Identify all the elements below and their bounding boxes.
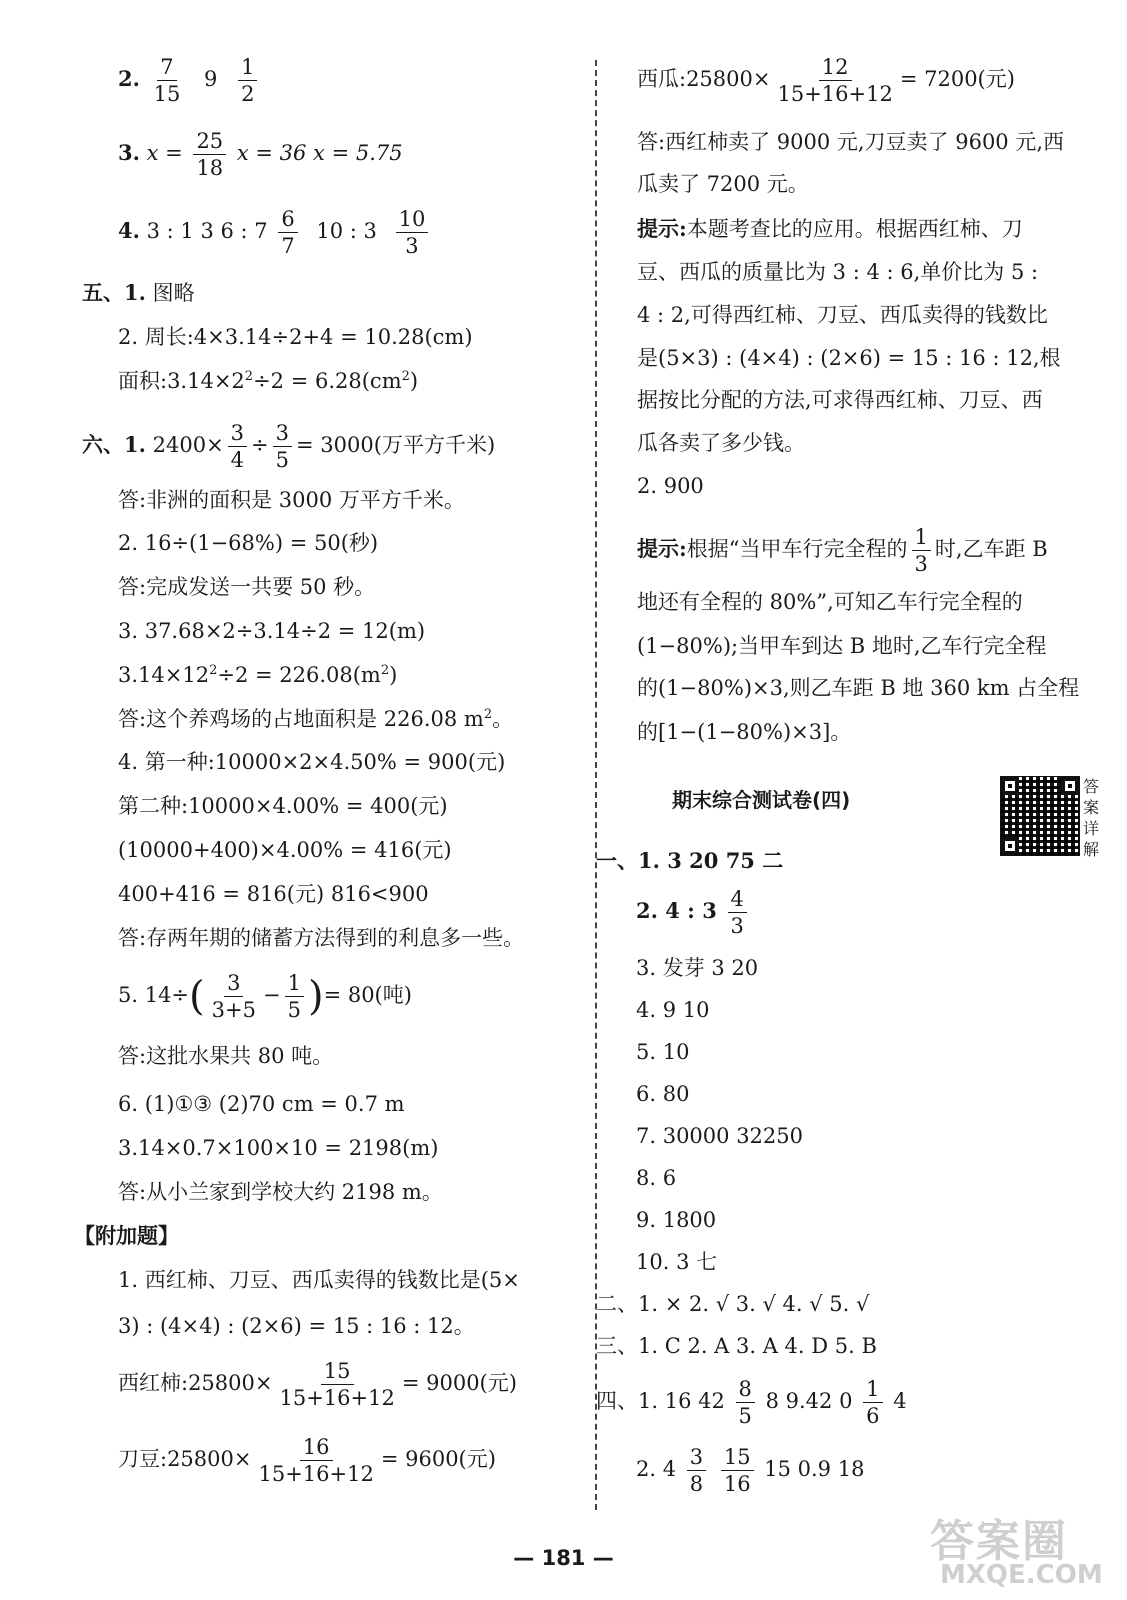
fraction: $\frac{1}{3}$ [912,526,931,575]
section-title: 期末综合测试卷(四) [672,788,851,812]
fraction: $\frac{12}{15+16+12}$ [777,55,893,107]
hint-line: 的(1−80%)×3,则乙车距 B 地 360 km 占全程 [637,676,1080,700]
fraction: $\frac{15}{15+16+12}$ [279,1359,395,1411]
answer-line: 2. 16÷(1−68%) = 50(秒) [118,531,379,555]
answer-line: 面积$:3.14\times 2^2\div 2 = 6.28(cm^2)$ [118,369,419,393]
fraction: $\frac{3}{8}$ [687,1446,706,1495]
hint-line: (1−80%);当甲车到达 B 地时,乙车行完全程 [637,634,1047,658]
answer-line: 2. $\frac{7}{15}$ 9 $\frac{1}{2}$ [118,56,261,105]
hint-line: 提示:本题考查比的应用。根据西红柿、刀 [637,216,1023,241]
hint-line: 是(5×3) : (4×4) : (2×6) = 15 : 16 : 12,根 [637,346,1061,370]
fraction: $\frac{10}{3}$ [396,208,429,257]
answer-line: 6. (1)①③ (2)70 cm = 0.7 m [118,1092,405,1116]
answer-line: 7. 30000 32250 [636,1124,803,1148]
fraction: $\frac{16}{15+16+12}$ [258,1435,374,1487]
answer-line: 2. 900 [637,474,704,498]
answer-line: 答:西红柿卖了 9000 元,刀豆卖了 9600 元,西 [637,130,1065,154]
fraction: $\frac{6}{7}$ [278,208,297,257]
hint-line: 瓜各卖了多少钱。 [637,431,805,455]
fraction: $\frac{7}{15}$ [153,55,181,107]
answer-line: 瓜卖了 7200 元。 [637,172,809,196]
fraction: $\frac{1}{6}$ [863,1378,882,1427]
fraction: $\frac{3}{3+5}$ [211,971,256,1023]
fraction: $\frac{8}{5}$ [736,1378,755,1427]
answer-line: 3) : (4×4) : (2×6) = 15 : 16 : 12。 [118,1314,475,1338]
answer-line: 答:非洲的面积是 3000 万平方千米。 [118,488,465,512]
section-five-line: 五、1. 图略 [82,280,195,305]
answer-line: 一、1. 3 20 75 二 [596,848,784,873]
page-number: — 181 — [513,1546,614,1570]
hint-line: 提示:根据“当甲车行完全程的 $\frac{1}{3}$ 时,乙车距 B [637,525,1048,577]
qr-finder-icon [1001,777,1019,795]
answer-line: 9. 1800 [636,1208,717,1232]
answer-line: (10000+400)×4.00% = 416(元) [118,838,452,862]
fraction: $\frac{4}{3}$ [728,888,747,937]
fraction: $\frac{1}{2}$ [238,56,257,105]
answer-line: 西瓜:25800× $\frac{12}{15+16+12}$ = 7200(元) [637,55,1015,107]
answer-line: 答:存两年期的储蓄方法得到的利息多一些。 [118,926,525,950]
qr-finder-icon [1001,837,1019,855]
answer-line: 4. 9 10 [636,998,710,1022]
fraction: $\frac{1}{5}$ [285,972,304,1021]
hint-line: 4 : 2,可得西红柿、刀豆、西瓜卖得的钱数比 [637,303,1048,327]
fraction: $\frac{25}{18}$ [193,130,226,179]
qr-label: 答案详解 [1083,777,1100,859]
answer-line: 二、1. × 2. √ 3. √ 4. √ 5. √ [596,1292,870,1316]
answer-line: 3. 发芽 3 20 [636,956,759,980]
answer-line: 3.14×0.7×100×10 = 2198(m) [118,1136,439,1160]
answer-line: 四、1. 16 42 $\frac{8}{5}$ 8 9.42 0 $\frac{1}{6}$ 4 [596,1377,907,1429]
answer-line: 3. 37.68×2÷3.14÷2 = 12(m) [118,619,426,643]
answer-line: 答:从小兰家到学校大约 2198 m。 [118,1180,443,1204]
answer-line: 10. 3 七 [636,1250,718,1274]
answer-line: 刀豆:25800× $\frac{16}{15+16+12}$ = 9600(元) [118,1435,496,1487]
answer-line: 2. 4 $\frac{3}{8}$ $\frac{15}{16}$ 15 0.9 18 [636,1445,865,1497]
hint-line: 的[1−(1−80%)×3]。 [637,720,852,744]
answer-line: 3. x = $\frac{25}{18}$ x = 36 x = 5.75 [118,129,403,181]
qr-finder-icon [1061,777,1079,795]
answer-line: 答:这批水果共 80 吨。 [118,1044,334,1068]
answer-line: 1. 西红柿、刀豆、西瓜卖得的钱数比是(5× [118,1268,520,1292]
extra-section-heading: 【附加题】 [74,1224,179,1248]
fraction: $\frac{3}{4}$ [228,422,247,471]
hint-line: 地还有全程的 80%”,可知乙车行完全程的 [637,590,1023,614]
hint-line: 据按比分配的方法,可求得西红柿、刀豆、西 [637,388,1043,412]
qr-code[interactable] [1000,776,1080,856]
answer-line: 西红柿:25800× $\frac{15}{15+16+12}$ = 9000(元) [118,1359,517,1411]
answer-line: $3.14\times 12^2\div 2 = 226.08(m^2)$ [118,663,398,687]
answer-line: 第二种:10000×4.00% = 400(元) [118,794,448,818]
section-six-line: 六、1. 2400× $\frac{3}{4}$ ÷ $\frac{3}{5}$ = 3000(万平方千米) [82,421,496,473]
answer-line: 8. 6 [636,1166,677,1190]
item-number: 2. [118,66,140,92]
answer-line: 三、1. C 2. A 3. A 4. D 5. B [596,1334,877,1358]
answer-line: 4. 第一种:10000×2×4.50% = 900(元) [118,750,506,774]
answer-line: 答:完成发送一共要 50 秒。 [118,575,376,599]
fraction: $\frac{15}{16}$ [721,1446,754,1495]
answer-line: 5. 10 [636,1040,690,1064]
answer-line: 2. 4 : 3 $\frac{4}{3}$ [636,888,751,937]
answer-line: 5. 14÷( $\frac{3}{3+5}$ − $\frac{1}{5}$ )= 80(吨) [118,971,412,1023]
answer-line: 答:这个养鸡场的占地面积是 226.08 $m^2$。 [118,707,514,731]
answer-line: 400+416 = 816(元) 816<900 [118,882,429,906]
answer-line: 4. 3 : 1 3 6 : 7 $\frac{6}{7}$ 10 : 3 $\frac{10}{3}$ [118,208,432,257]
fraction: $\frac{3}{5}$ [273,422,292,471]
hint-line: 豆、西瓜的质量比为 3 : 4 : 6,单价比为 5 : [637,260,1039,284]
answer-line: 6. 80 [636,1082,690,1106]
answer-line: 2. 周长:4×3.14÷2+4 = 10.28(cm) [118,325,473,349]
watermark-url: MXQE.COM [940,1560,1103,1590]
watermark-logo: 答案圈 [930,1516,1068,1567]
